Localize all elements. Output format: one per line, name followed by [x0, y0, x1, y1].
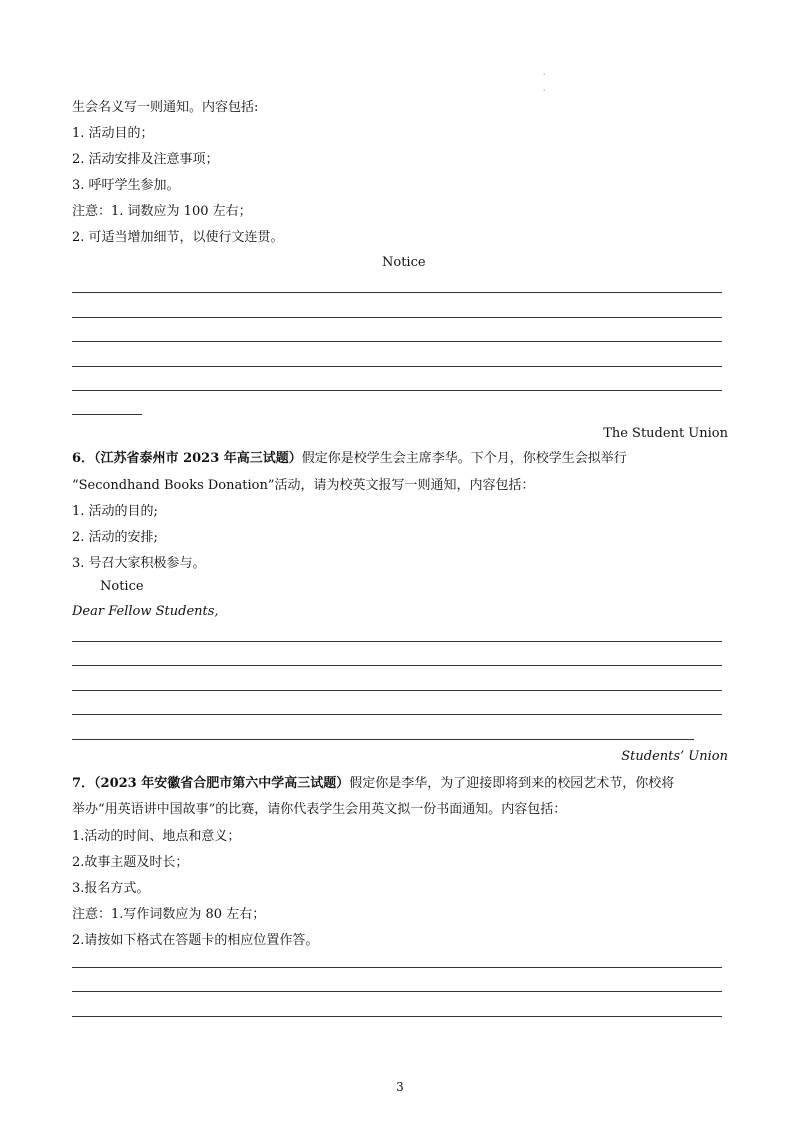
q6-prompt-line-2: “Secondhand Books Donation”活动，请为校英文报写一则通知，内容包括： [72, 478, 535, 493]
q7-note-1: 注意：1.写作词数应为 80 左右； [72, 907, 266, 922]
answer-line[interactable] [72, 690, 722, 691]
q6-prompt-line-1 [72, 450, 627, 468]
answer-line[interactable] [72, 317, 722, 318]
q6-item-3: 3. 号召大家积极参与。 [72, 556, 206, 571]
q5-note-1: 注意：1. 词数应为 100 左右； [72, 204, 252, 219]
q6-source: （江苏省泰州市 2023 年高三试题） [94, 451, 302, 466]
scan-mark: ' [543, 72, 546, 81]
q7-item-1: 1.活动的时间、地点和意义； [72, 829, 241, 844]
answer-line[interactable] [72, 739, 694, 740]
q6-salutation: Dear Fellow Students, [72, 604, 219, 619]
q6-notice-title: Notice [100, 579, 144, 594]
q7-prompt: 假定你是李华，为了迎接即将到来的校园艺术节，你校将 [349, 776, 675, 791]
q7-prompt-line-1 [72, 775, 674, 793]
answer-line[interactable] [72, 366, 722, 367]
q5-item-1: 1. 活动目的； [72, 126, 154, 141]
q6-signature: Students’ Union [621, 749, 728, 764]
answer-line[interactable] [72, 967, 722, 968]
q6-item-1: 1. 活动的目的; [72, 504, 158, 519]
q7-source: （2023 年安徽省合肥市第六中学高三试题） [94, 776, 350, 791]
q7-item-3: 3.报名方式。 [72, 881, 150, 896]
scan-mark: ' [543, 88, 546, 97]
q5-item-3: 3. 呼吁学生参加。 [72, 178, 180, 193]
q6-number: 6． [72, 451, 95, 466]
q5-item-2: 2. 活动安排及注意事项； [72, 152, 219, 167]
q7-note-2: 2.请按如下格式在答题卡的相应位置作答。 [72, 933, 319, 948]
q7-prompt-line-2: 举办“用英语讲中国故事”的比赛，请你代表学生会用英文拟一份书面通知。内容包括： [72, 802, 567, 817]
answer-line-short[interactable] [72, 414, 142, 415]
answer-line[interactable] [72, 390, 722, 391]
answer-line[interactable] [72, 341, 722, 342]
q5-notice-title: Notice [382, 255, 426, 270]
answer-line[interactable] [72, 665, 722, 666]
q7-number: 7． [72, 776, 95, 791]
answer-line[interactable] [72, 991, 722, 992]
q5-signature: The Student Union [603, 426, 728, 441]
q6-prompt: 假定你是校学生会主席李华。下个月，你校学生会拟举行 [301, 451, 627, 466]
answer-line[interactable] [72, 641, 722, 642]
q5-instruction: 生会名义写一则通知。内容包括: [72, 100, 259, 115]
q6-item-2: 2. 活动的安排; [72, 530, 158, 545]
answer-line[interactable] [72, 292, 722, 293]
q5-note-2: 2. 可适当增加细节，以使行文连贯。 [72, 230, 284, 245]
answer-line[interactable] [72, 714, 722, 715]
answer-line[interactable] [72, 1016, 722, 1017]
page-number: 3 [396, 1080, 404, 1094]
q7-item-2: 2.故事主题及时长； [72, 855, 189, 870]
